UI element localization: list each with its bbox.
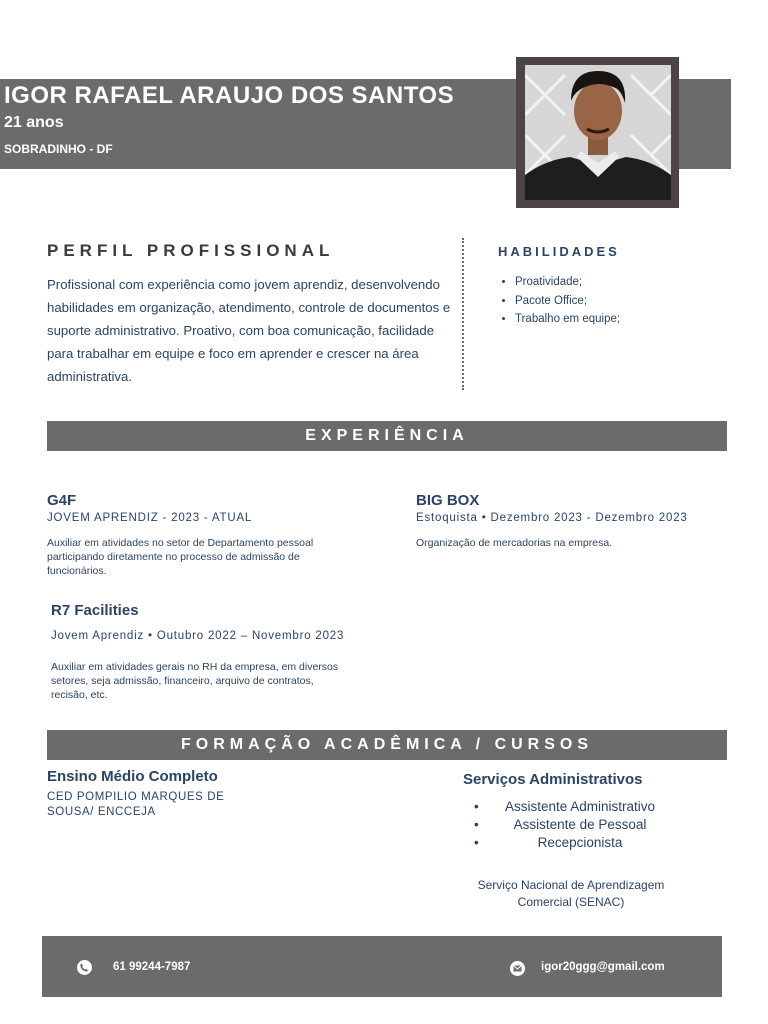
course-list [470, 798, 690, 852]
habilidades-title: HABILIDADES [498, 244, 620, 259]
job-role: Estoquista • Dezembro 2023 - Dezembro 2023 [416, 512, 688, 524]
profile-photo [525, 65, 671, 200]
formacao-band: FORMAÇÃO ACADÊMICA / CURSOS [47, 730, 727, 760]
course-title: Serviços Administrativos [463, 771, 643, 788]
email-address[interactable]: igor20ggg@gmail.com [541, 961, 665, 973]
job-description: Auxiliar em atividades gerais no RH da empresa, em diversos setores, seja admissão, financeiro, arquivo de contratos, recisão, etc. [51, 661, 339, 701]
job-company: G4F [47, 492, 77, 509]
course-item: • Assistente de Pessoal [470, 816, 690, 834]
habilidade-item: • Proatividade; [515, 273, 620, 292]
habilidades-list [498, 273, 620, 329]
experiencia-band: EXPERIÊNCIA [47, 421, 727, 451]
section-divider [462, 238, 464, 390]
candidate-name: IGOR RAFAEL ARAUJO DOS SANTOS [4, 82, 455, 109]
course-item: • Recepcionista [470, 834, 690, 852]
phone-number[interactable]: 61 99244-7987 [113, 961, 191, 973]
school-institution: CED POMPILIO MARQUES DE SOUSA/ ENCCEJA [47, 791, 225, 818]
job-role: Jovem Aprendiz • Outubro 2022 – Novembro 2023 [51, 630, 345, 642]
perfil-title: PERFIL PROFISSIONAL [47, 241, 335, 260]
habilidade-item: • Trabalho em equipe; [515, 310, 620, 329]
school-title: Ensino Médio Completo [47, 768, 218, 785]
job-company: BIG BOX [416, 492, 480, 509]
course-institution: Serviço Nacional de Aprendizagem Comercial (SENAC) [477, 878, 665, 909]
job-company: R7 Facilities [51, 602, 139, 619]
phone-icon [77, 960, 92, 975]
email-icon [510, 961, 525, 976]
course-item: • Assistente Administrativo [470, 798, 690, 816]
candidate-age: 21 anos [4, 114, 64, 131]
job-description: Organização de mercadorias na empresa. [416, 537, 613, 549]
habilidade-item: • Pacote Office; [515, 292, 620, 311]
perfil-text: Profissional com experiência como jovem aprendiz, desenvolvendo habilidades em organização, atendimento, controle de documentos e suporte administrativo. Proativo, com boa comunicação, facilidade para trabalhar em equipe e foco em aprender e crescer na área administrativa. [47, 277, 451, 384]
job-role: JOVEM APRENDIZ - 2023 - ATUAL [47, 512, 253, 524]
candidate-city: SOBRADINHO - DF [4, 142, 113, 156]
job-description: Auxiliar em atividades no setor de Departamento pessoal participando diretamente no processo de admissão de funcionários. [47, 537, 314, 577]
